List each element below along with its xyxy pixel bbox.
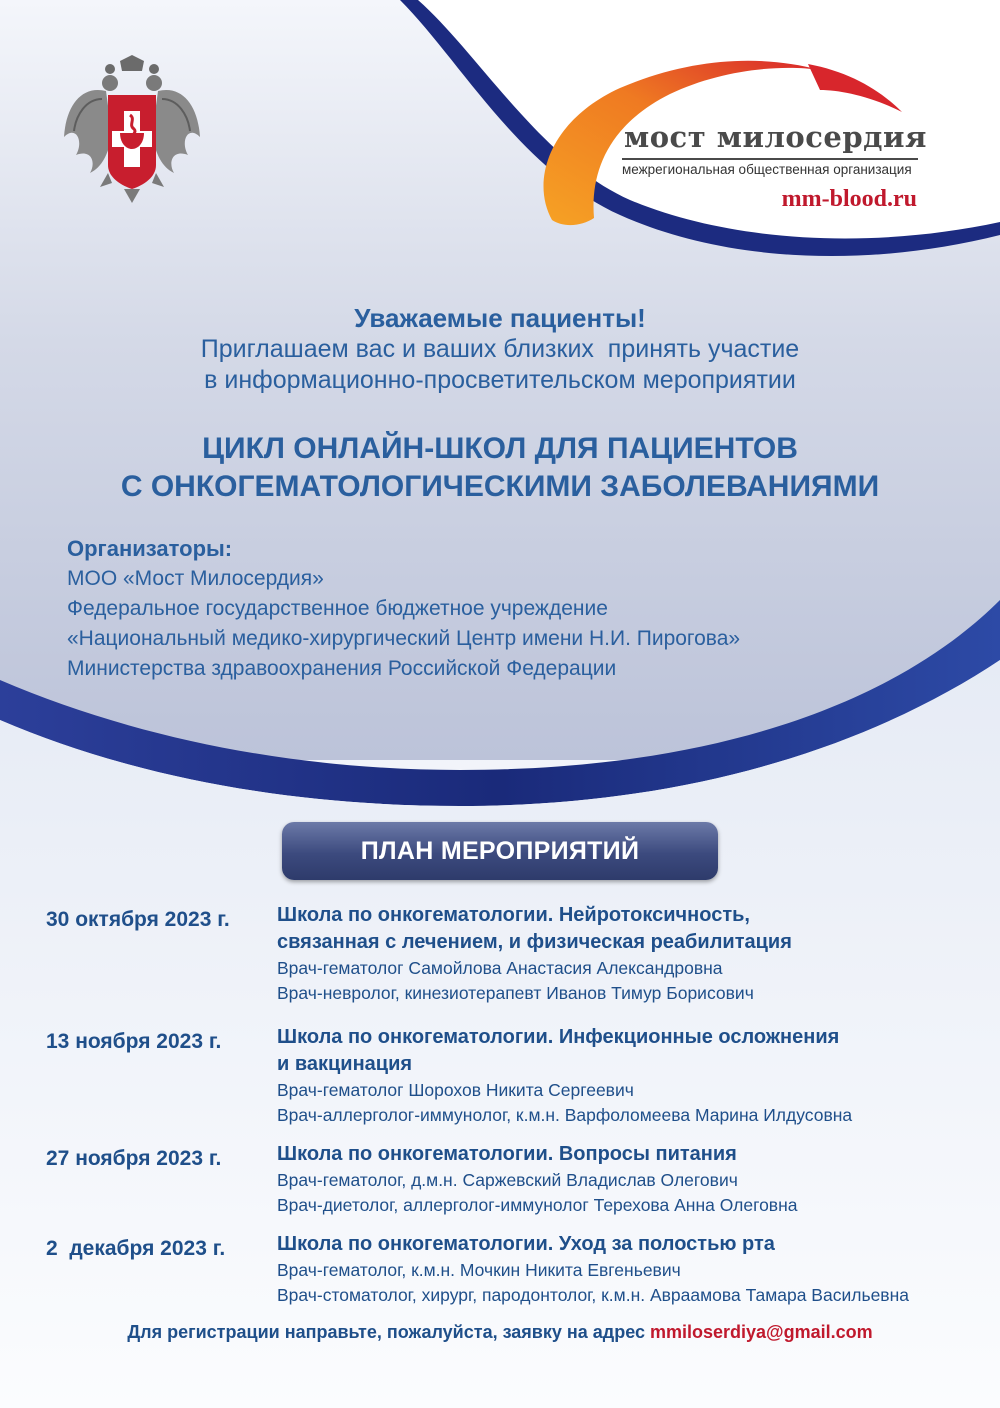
- event-title-line: и вакцинация: [277, 1053, 413, 1075]
- event-title: [0, 430, 1000, 506]
- event-title-line: связанная с лечением, и физическая реабилитация: [277, 931, 792, 953]
- event-date: 30 октября 2023 г.: [46, 908, 230, 931]
- organizer-line: Министерства здравоохранения Российской Федерации: [67, 657, 617, 680]
- event-date: 13 ноября 2023 г.: [46, 1030, 222, 1053]
- event-doctor: Врач-гематолог, к.м.н. Мочкин Никита Евгеньевич: [277, 1260, 681, 1280]
- event-doctor: Врач-стоматолог, хирург, пародонтолог, к.м.н. Авраамова Тамара Васильевна: [277, 1285, 909, 1305]
- event-body: [277, 902, 792, 1006]
- event-title-line: Школа по онкогематологии. Вопросы питания: [277, 1143, 737, 1165]
- organizers-heading: Организаторы:: [67, 536, 233, 561]
- greeting: Уважаемые пациенты!: [354, 303, 646, 333]
- organizers-block: [67, 534, 740, 684]
- event-body: [277, 1231, 909, 1308]
- event-doctor: Врач-невролог, кинезиотерапевт Иванов Тимур Борисович: [277, 983, 754, 1003]
- registration-note: [0, 1322, 1000, 1343]
- event-title-line-2: С ОНКОГЕМАТОЛОГИЧЕСКИМИ ЗАБОЛЕВАНИЯМИ: [120, 470, 880, 503]
- logo-website-link[interactable]: mm-blood.ru: [781, 186, 917, 212]
- intro-block: [0, 302, 1000, 396]
- logo-name: мост милосердия: [624, 120, 927, 154]
- intro-line-2: в информационно-просветительском мероприятии: [204, 366, 796, 394]
- event-title-line: Школа по онкогематологии. Нейротоксичность,: [277, 904, 750, 926]
- event-doctor: Врач-гематолог, д.м.н. Саржевский Владислав Олегович: [277, 1170, 738, 1190]
- registration-email-link[interactable]: mmiloserdiya@gmail.com: [650, 1322, 873, 1342]
- event-doctor: Врач-гематолог Шорохов Никита Сергеевич: [277, 1080, 634, 1100]
- event-doctor: Врач-аллерголог-иммунолог, к.м.н. Варфоломеева Марина Илдусовна: [277, 1105, 853, 1125]
- event-body: [277, 1141, 798, 1218]
- event-date: 2 декабря 2023 г.: [46, 1237, 226, 1260]
- logo-divider: [622, 158, 918, 160]
- event-date: 27 ноября 2023 г.: [46, 1147, 222, 1170]
- event-doctor: Врач-диетолог, аллерголог-иммунолог Терехова Анна Олеговна: [277, 1195, 798, 1215]
- event-doctor: Врач-гематолог Самойлова Анастасия Александровна: [277, 958, 723, 978]
- organizer-line: Федеральное государственное бюджетное учреждение: [67, 597, 608, 620]
- event-title-line: Школа по онкогематологии. Инфекционные осложнения: [277, 1026, 840, 1048]
- organizer-line: МОО «Мост Милосердия»: [67, 567, 324, 590]
- event-title-line-1: ЦИКЛ ОНЛАЙН-ШКОЛ ДЛЯ ПАЦИЕНТОВ: [202, 432, 798, 465]
- event-body: [277, 1024, 852, 1128]
- event-title-line: Школа по онкогематологии. Уход за полостью рта: [277, 1233, 775, 1255]
- logo-subtitle: межрегиональная общественная организация: [622, 162, 912, 177]
- plan-heading-badge: ПЛАН МЕРОПРИЯТИЙ: [282, 822, 718, 880]
- ministry-emblem-icon: [62, 55, 202, 205]
- organizer-line: «Национальный медико-хирургический Центр имени Н.И. Пирогова»: [67, 627, 741, 650]
- intro-line-1: Приглашаем вас и ваших близких принять участие: [200, 335, 800, 363]
- registration-text: Для регистрации направьте, пожалуйста, заявку на адрес: [127, 1322, 650, 1342]
